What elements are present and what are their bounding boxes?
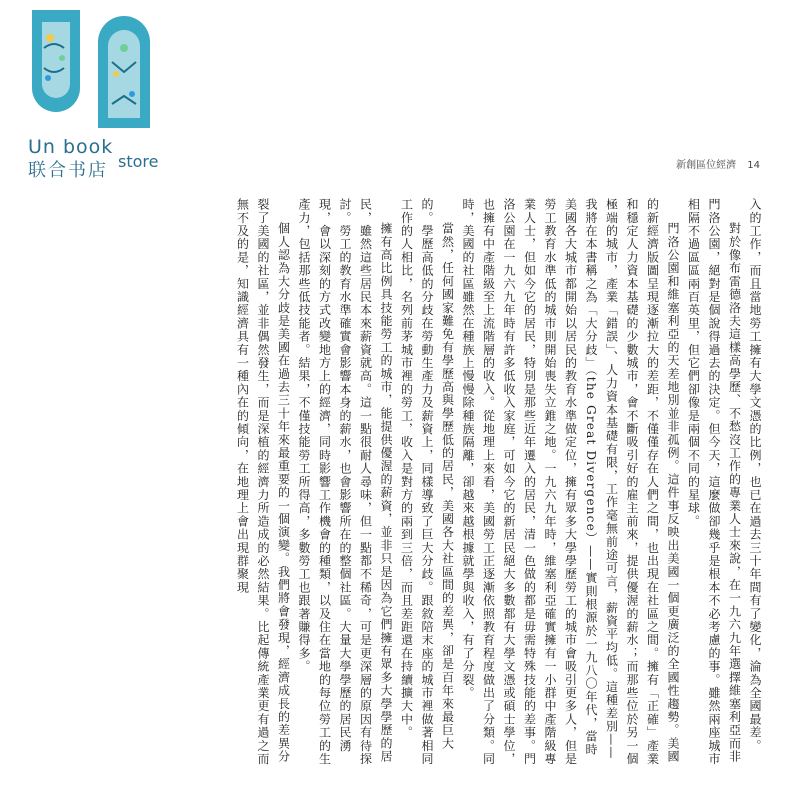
running-header — [668, 156, 760, 171]
page-body — [40, 198, 765, 768]
paragraph-3: 門洛公園和維塞利亞的天差地別並非孤例。這件事反映出美國一個更廣泛的全國性趨勢。美國的新經濟版圖呈現逐漸拉大的差距，不僅僅存在人們之間，也出現在社區之間。擁有「正確」產業和穩定人力資本基礎的少數城市，會不斷吸引好的雇主前來，提供優渥的薪水；而那些位於另一個極端的城市，產業「錯誤」、人力資本基礎有限，工作毫無前途可言，薪資平均低。這種差別——我將在本書稱之為「大分歧」（the Great Divergence）——實則根源於一九八〇年代，當時美國各大城市都開始以居民的教育水準做定位，擁有眾多大學學歷勞工的城市會吸引更多人，但是勞工教育水準低的城市則開始喪失立錐之地。一九六九年時，維塞利亞確實擁有一小群中產階級專業人士，但如今它的居民，特別是那些近年遷入的居民，清一色做的都是毋需特殊技能的差事。門洛公園在一九六九年時有許多低收入家庭，可如今它的新居民絕大多數都有大學文憑或碩士學位，也擁有中產階級至上流階層的收入。從地理上來看，美國勞工正逐漸依照教育程度做出了分類。同時，美國的社區雖然在種族上慢慢除種族隔離，卻越來越根據就學與收入，有了分裂。 — [461, 198, 680, 766]
logo-brand-latin: Un book — [28, 136, 114, 158]
paragraph-6: 個人認為大分歧是美國在過去三十年來最重要的一個演變。我們將會發現，經濟成長的差異分裂了美國的社區，並非偶然發生，而是深植的經濟力所造成的必然結果。比起傳統產業更有過之而無不及的是，知識經濟具有一種內在的傾向，在地理上會出現群聚現 — [235, 198, 291, 766]
paragraph-4: 當然，任何國家難免有學歷高與學歷低的居民，美國各大社區間的差異，卻是百年來最巨大的。學歷高低的分歧在勞動生產力及薪資上，同樣導致了巨大分歧。跟敘陪末座的城市裡做著相同工作的人相比，名列前茅城市裡的勞工，收入是對方的兩到三倍，而且差距還在持續擴大中。 — [399, 198, 455, 766]
logo-brand-chinese: 联合书店 — [28, 160, 108, 181]
book-title: 新創區位經濟 — [676, 160, 737, 171]
paragraph-2: 對於像布雷德洛夫這樣高學歷、不愁沒工作的專業人士來說，在一九六九年選擇維塞利亞而非門洛公園，絕對是個說得過去的決定。但今天，這麼做卻幾乎是根本不必考慮的事。雖然兩座城市相隔不過區區兩百英里，但它們卻像是兩個不同的星球。 — [686, 198, 742, 766]
unbookstore-logo — [28, 8, 188, 181]
paragraph-1: 入的工作，而且當地勞工擁有大學文憑的比例，也已在過去三十年間有了變化，淪為全國最差。 — [748, 198, 762, 753]
page-number: 14 — [747, 160, 760, 171]
paragraph-5: 擁有高比例具技能勞工的城市，能提供優渥的薪資，並非只是因為它們擁有眾多大學學歷的居民，雖然這些居民本來薪資就高。這一點很耐人尋味，但一點都不稀奇，可是更深層的原因有待探討。勞工的教育水準確實會影響本身的薪水，也會影響所在的整個社區。大量大學學歷的居民湧現，會以深刻的方式改變地方上的經濟，同時影響工作機會的種類，以及住在當地的每位勞工的生產力，包括那些低技能者。結果，不僅技能勞工所得高，多數勞工也跟著賺得多。 — [297, 198, 393, 766]
logo-graphic — [28, 8, 158, 133]
logo-brand-store: store — [118, 152, 159, 171]
